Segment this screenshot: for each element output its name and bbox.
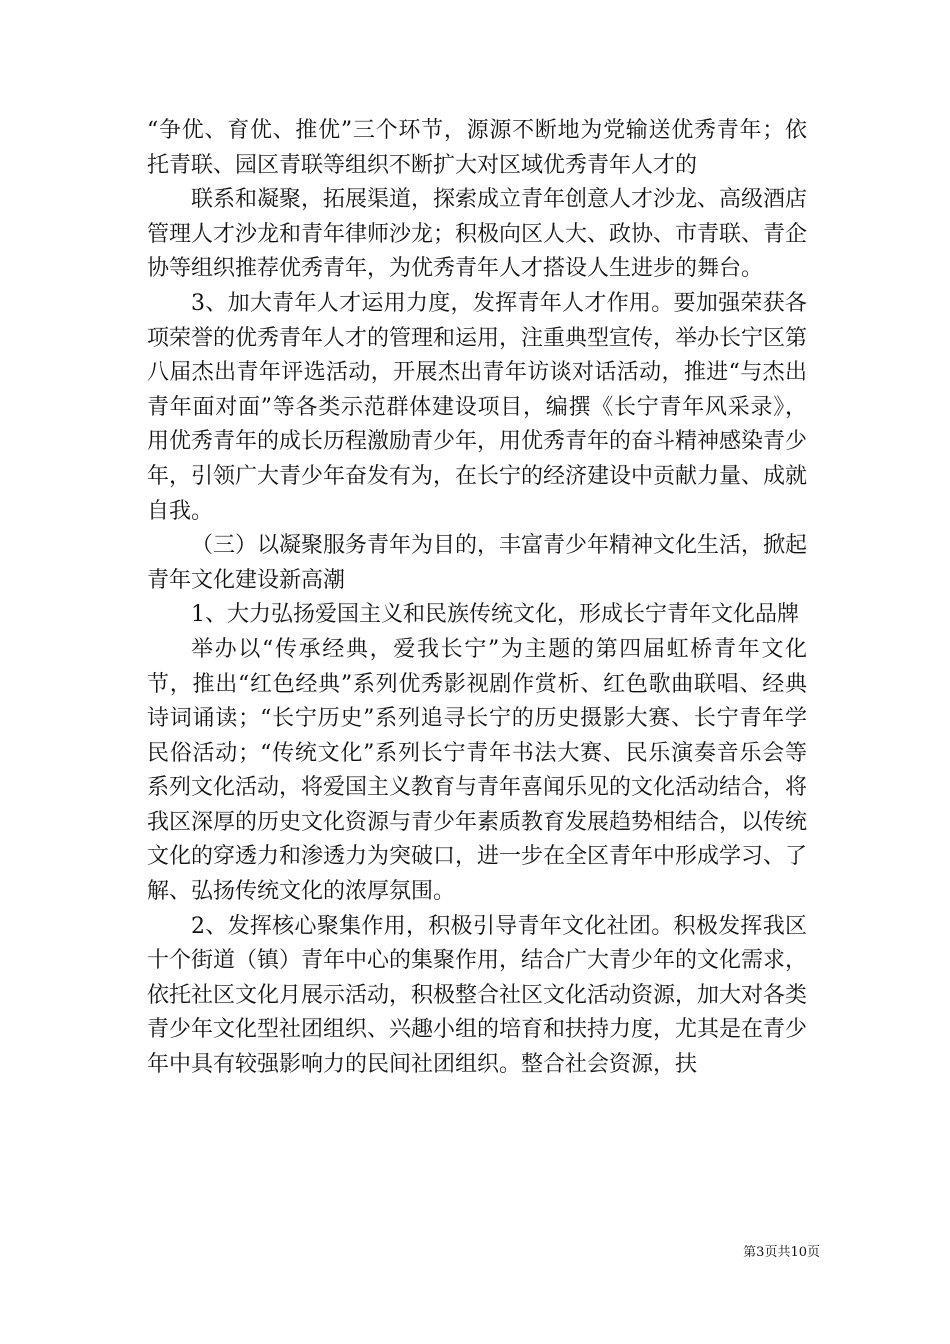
paragraph-1: “争优、育优、推优”三个环节，源源不断地为党输送优秀青年；依托青联、园区青联等组织不断扩大对区域优秀青年人才的 xyxy=(147,118,807,178)
paragraph-2: 联系和凝聚，拓展渠道，探索成立青年创意人才沙龙、高级酒店管理人才沙龙和青年律师沙龙；积极向区人大、政协、市青联、青企协等组织推荐优秀青年，为优秀青年人才搭设人生进步的舞台。 xyxy=(147,187,808,282)
body-text xyxy=(147,114,807,1083)
subsection-heading: 1、大力弘扬爱国主义和民族传统文化，形成长宁青年文化品牌 xyxy=(191,602,799,628)
paragraph-6: 举办以“传承经典，爱我长宁”为主题的第四届虹桥青年文化节，推出“红色经典”系列优秀影视剧作赏析、红色歌曲联唱、经典诗词诵读；“长宁历史”系列追寻长宁的历史摄影大赛、长宁青年学民俗活动；“传统文化”系列长宁青年书法大赛、民乐演奏音乐会等系列文化活动，将爱国主义教育与青年喜闻乐见的文化活动结合，将我区深厚的历史文化资源与青少年素质教育发展趋势相结合，以传统文化的穿透力和渗透力为突破口，进一步在全区青年中形成学习、了解、弘扬传统文化的浓厚氛围。 xyxy=(147,636,808,905)
section-heading: （三）以凝聚服务青年为目的，丰富青少年精神文化生活，掀起青年文化建设新高潮 xyxy=(147,533,808,593)
page-number: 第3页共10页 xyxy=(743,1245,820,1260)
paragraph-7: 2、发挥核心聚集作用，积极引导青年文化社团。积极发挥我区十个街道（镇）青年中心的集聚作用，结合广大青少年的文化需求，依托社区文化月展示活动，积极整合社区文化活动资源，加大对各类青少年文化型社团组织、兴趣小组的培育和扶持力度，尤其是在青少年中具有较强影响力的民间社团组织。整合社会资源，扶 xyxy=(147,913,808,1078)
paragraph-3: 3、加大青年人才运用力度，发挥青年人才作用。要加强荣获各项荣誉的优秀青年人才的管理和运用，注重典型宣传，举办长宁区第八届杰出青年评选活动，开展杰出青年访谈对话活动，推进“与杰出青年面对面”等各类示范群体建设项目，编撰《长宁青年风采录》，用优秀青年的成长历程激励青少年，用优秀青年的奋斗精神感染青少年，引领广大青少年奋发有为，在长宁的经济建设中贡献力量、成就自我。 xyxy=(147,290,808,524)
